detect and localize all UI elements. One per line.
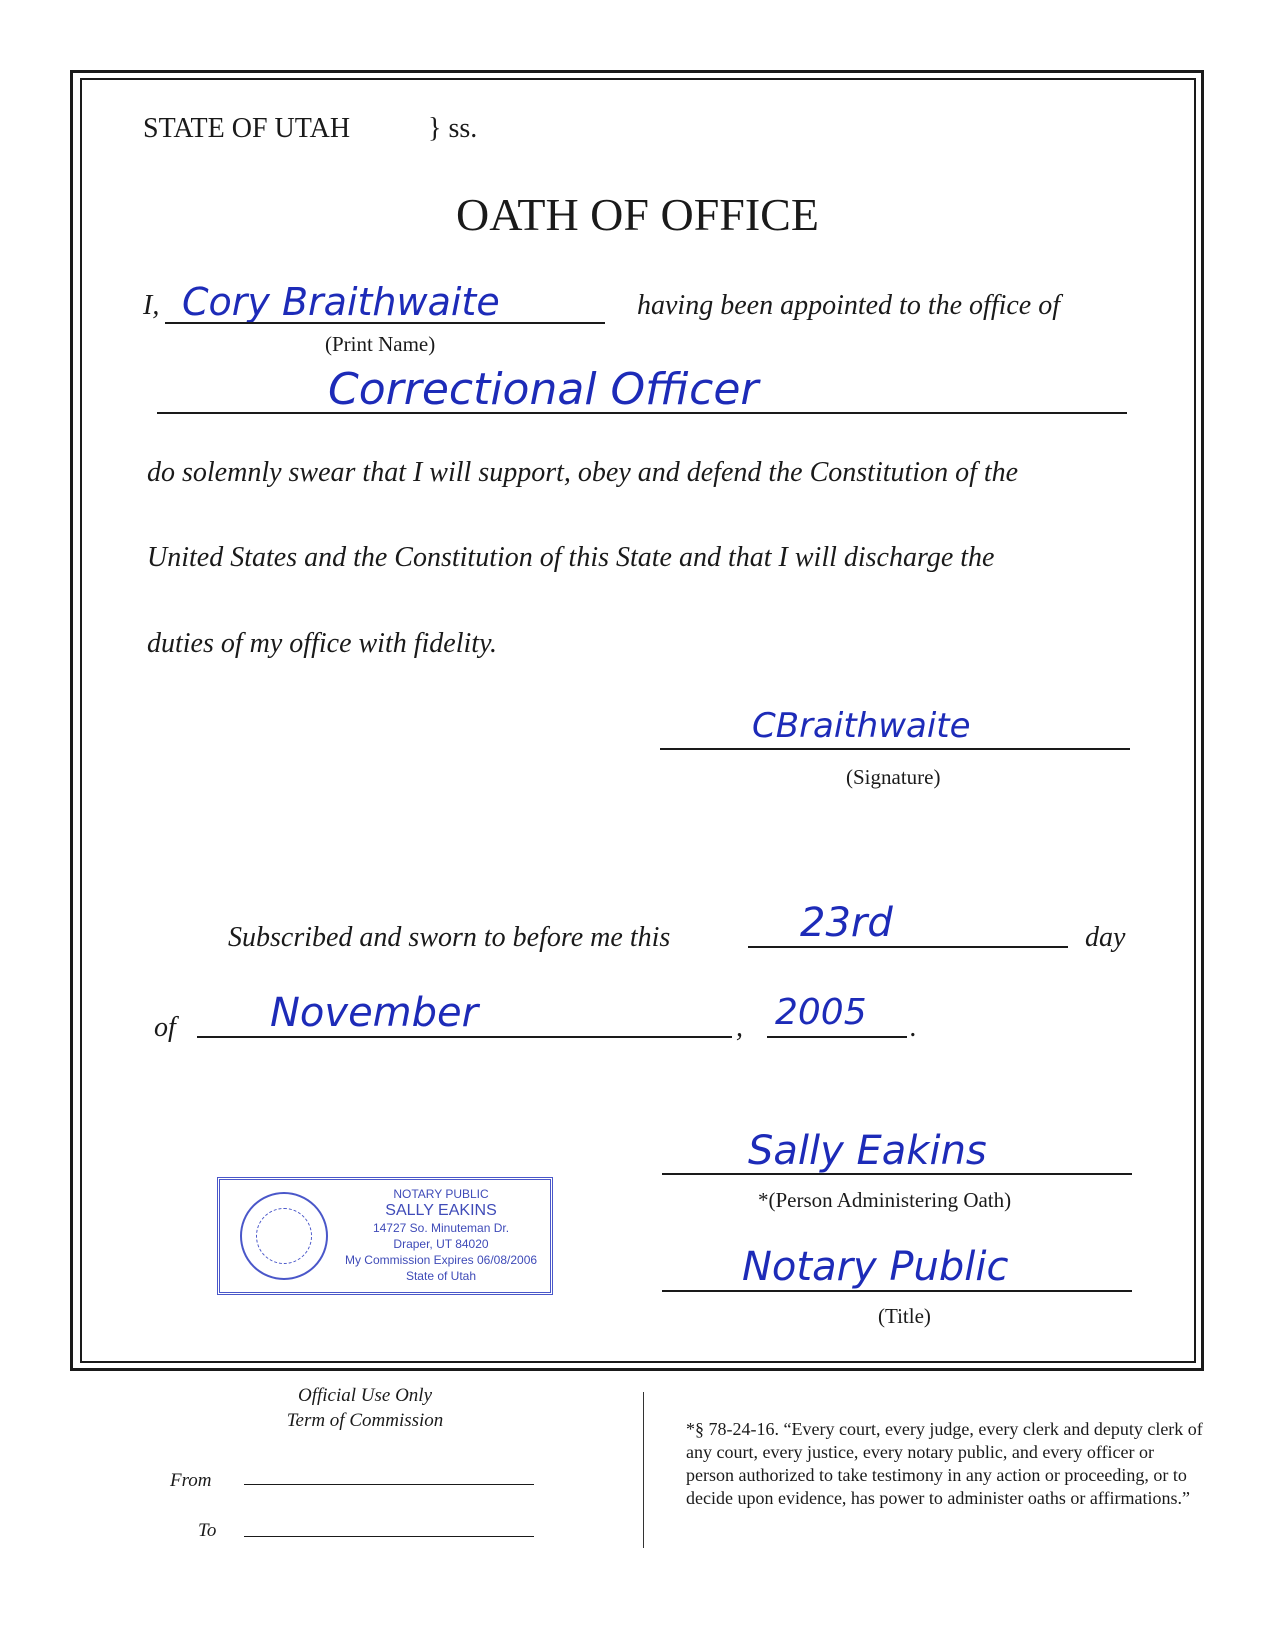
signature-caption: (Signature) — [846, 765, 941, 789]
to-label: To — [198, 1520, 217, 1541]
i-prefix: I, — [143, 290, 160, 321]
year-value[interactable]: 2005 — [775, 992, 867, 1033]
administrator-line — [662, 1173, 1132, 1175]
to-line[interactable] — [244, 1536, 534, 1537]
stamp-line-4: Draper, UT 84020 — [393, 1237, 489, 1251]
subscribed-lead: Subscribed and sworn to before me this — [228, 922, 671, 953]
print-name-value[interactable]: Cory Braithwaite — [182, 280, 500, 324]
administrator-signature[interactable]: Sally Eakins — [748, 1128, 987, 1174]
official-use-heading: Official Use Only — [297, 1385, 433, 1406]
print-name-line — [165, 322, 605, 324]
stamp-line-2: SALLY EAKINS — [385, 1202, 497, 1219]
day-value[interactable]: 23rd — [800, 900, 893, 946]
page-title: OATH OF OFFICE — [456, 189, 819, 240]
body-line-1: do solemnly swear that I will support, obey and defend the Constitution of the — [147, 457, 1019, 488]
title-value[interactable]: Notary Public — [742, 1244, 1009, 1290]
administrator-caption: *(Person Administering Oath) — [758, 1188, 1012, 1212]
body-line-2: United States and the Constitution of this State and that I will discharge the — [147, 542, 995, 573]
day-word: day — [1085, 922, 1126, 953]
inner-border — [80, 78, 1196, 1363]
of-word: of — [154, 1012, 176, 1043]
body-line-3: duties of my office with fidelity. — [147, 628, 497, 659]
title-line — [662, 1290, 1132, 1292]
signature-value[interactable]: CBraithwaite — [752, 706, 971, 746]
month-comma: , — [736, 1012, 743, 1043]
term-of-commission-heading: Term of Commission — [286, 1410, 444, 1431]
venue-state: STATE OF UTAH — [143, 113, 351, 144]
state-seal-icon — [240, 1192, 328, 1280]
seal-center — [256, 1208, 312, 1264]
day-line — [748, 946, 1068, 948]
venue-ss: } ss. — [428, 113, 478, 144]
appointed-text: having been appointed to the office of — [637, 290, 1061, 321]
statute-footnote: *§ 78-24-16. “Every court, every judge, every clerk and deputy clerk of any court, every justice, every notary public, and every officer or person authorized to take testimony in any action or proceeding, or to decide upon evidence, has power to administer oaths or affirmations.” — [686, 1419, 1203, 1508]
stamp-line-6: State of Utah — [405, 1269, 477, 1283]
office-line — [157, 412, 1127, 414]
month-line — [197, 1036, 732, 1038]
stamp-line-1: NOTARY PUBLIC — [393, 1187, 489, 1201]
office-value[interactable]: Correctional Officer — [328, 364, 759, 415]
year-period: . — [910, 1012, 917, 1043]
stamp-text — [332, 1186, 550, 1284]
from-label: From — [170, 1470, 212, 1491]
stamp-line-3: 14727 So. Minuteman Dr. — [372, 1221, 510, 1235]
footer-divider — [643, 1392, 644, 1548]
year-line — [767, 1036, 907, 1038]
signature-line — [660, 748, 1130, 750]
month-value[interactable]: November — [270, 990, 479, 1036]
title-caption: (Title) — [878, 1304, 931, 1328]
notary-stamp — [217, 1177, 553, 1295]
print-name-caption: (Print Name) — [325, 332, 436, 356]
stamp-line-5: My Commission Expires 06/08/2006 — [344, 1253, 538, 1267]
from-line[interactable] — [244, 1484, 534, 1485]
